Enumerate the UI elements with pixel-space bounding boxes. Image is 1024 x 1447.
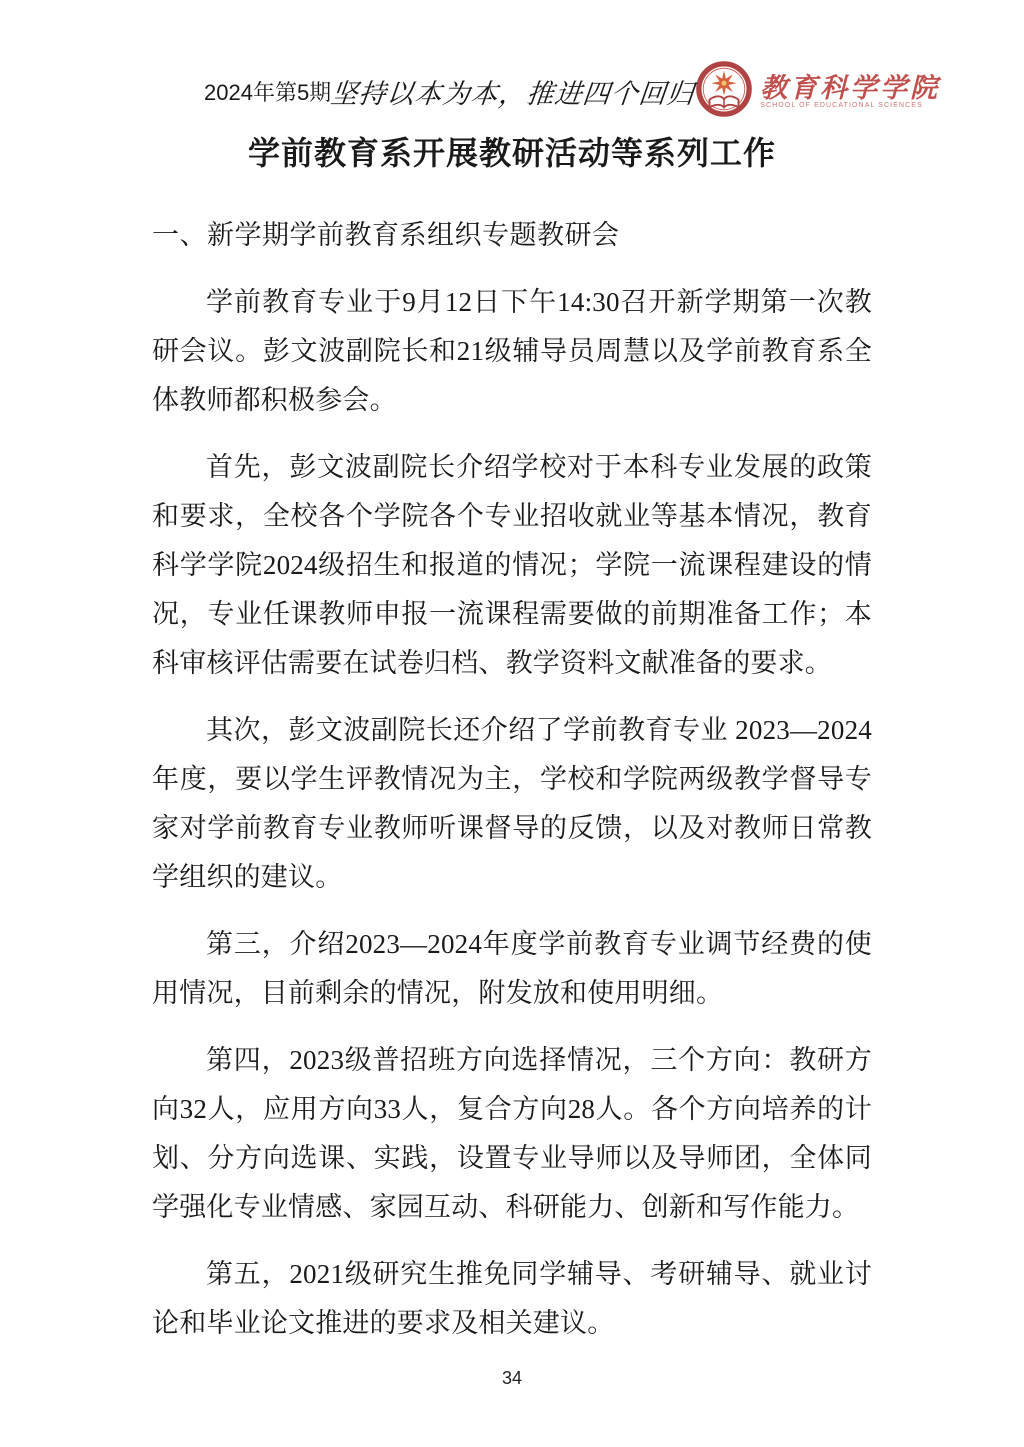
- document-title: 学前教育系开展教研活动等系列工作: [247, 135, 776, 171]
- paragraph-1: 学前教育专业于9月12日下午14:30召开新学期第一次教研会议。彭文波副院长和21级辅导员周慧以及学前教育系全体教师都积极参会。: [152, 286, 872, 415]
- document-body: [152, 211, 872, 1348]
- paragraph-3: 其次，彭文波副院长还介绍了学前教育专业 2023—2024 年度，要以学生评教情况为主，学校和学院两级教学督导专家对学前教育专业教师听课督导的反馈，以及对教师日常教学组织的建议。: [152, 714, 872, 892]
- page-number: 34: [501, 1368, 523, 1388]
- paragraph-4: 第三，介绍2023—2024年度学前教育专业调节经费的使用情况，目前剩余的情况，附发放和使用明细。: [152, 928, 872, 1008]
- issue-label: 2024年第5期: [204, 80, 332, 105]
- paragraph-5: 第四，2023级普招班方向选择情况，三个方向：教研方向32人，应用方向33人，复合方向28人。各个方向培养的计划、分方向选课、实践，设置专业导师以及导师团，全体同学强化专业情感、家园互动、科研能力、创新和写作能力。: [152, 1044, 872, 1222]
- school-logo-text: [760, 74, 940, 109]
- school-name-en: SCHOOL OF EDUCATIONAL SCIENCES: [760, 102, 923, 110]
- header-slogan: 坚持以本为本，推进四个回归: [329, 79, 697, 109]
- school-name-cn: 教育科学学院: [760, 72, 941, 103]
- school-logo: [695, 60, 940, 123]
- page-footer: [0, 1368, 1024, 1389]
- section-heading: 一、新学期学前教育系组织专题教研会: [152, 219, 620, 250]
- paragraph-6: 第五，2021级研究生推免同学辅导、考研辅导、就业讨论和毕业论文推进的要求及相关建议。: [152, 1258, 872, 1338]
- school-emblem-icon: [695, 60, 753, 123]
- paragraph-2: 首先，彭文波副院长介绍学校对于本科专业发展的政策和要求，全校各个学院各个专业招收就业等基本情况，教育科学学院2024级招生和报道的情况；学院一流课程建设的情况，专业任课教师申报一流课程需要做的前期准备工作；本科审核评估需要在试卷归档、教学资料文献准备的要求。: [152, 451, 872, 678]
- page-header: [152, 60, 941, 123]
